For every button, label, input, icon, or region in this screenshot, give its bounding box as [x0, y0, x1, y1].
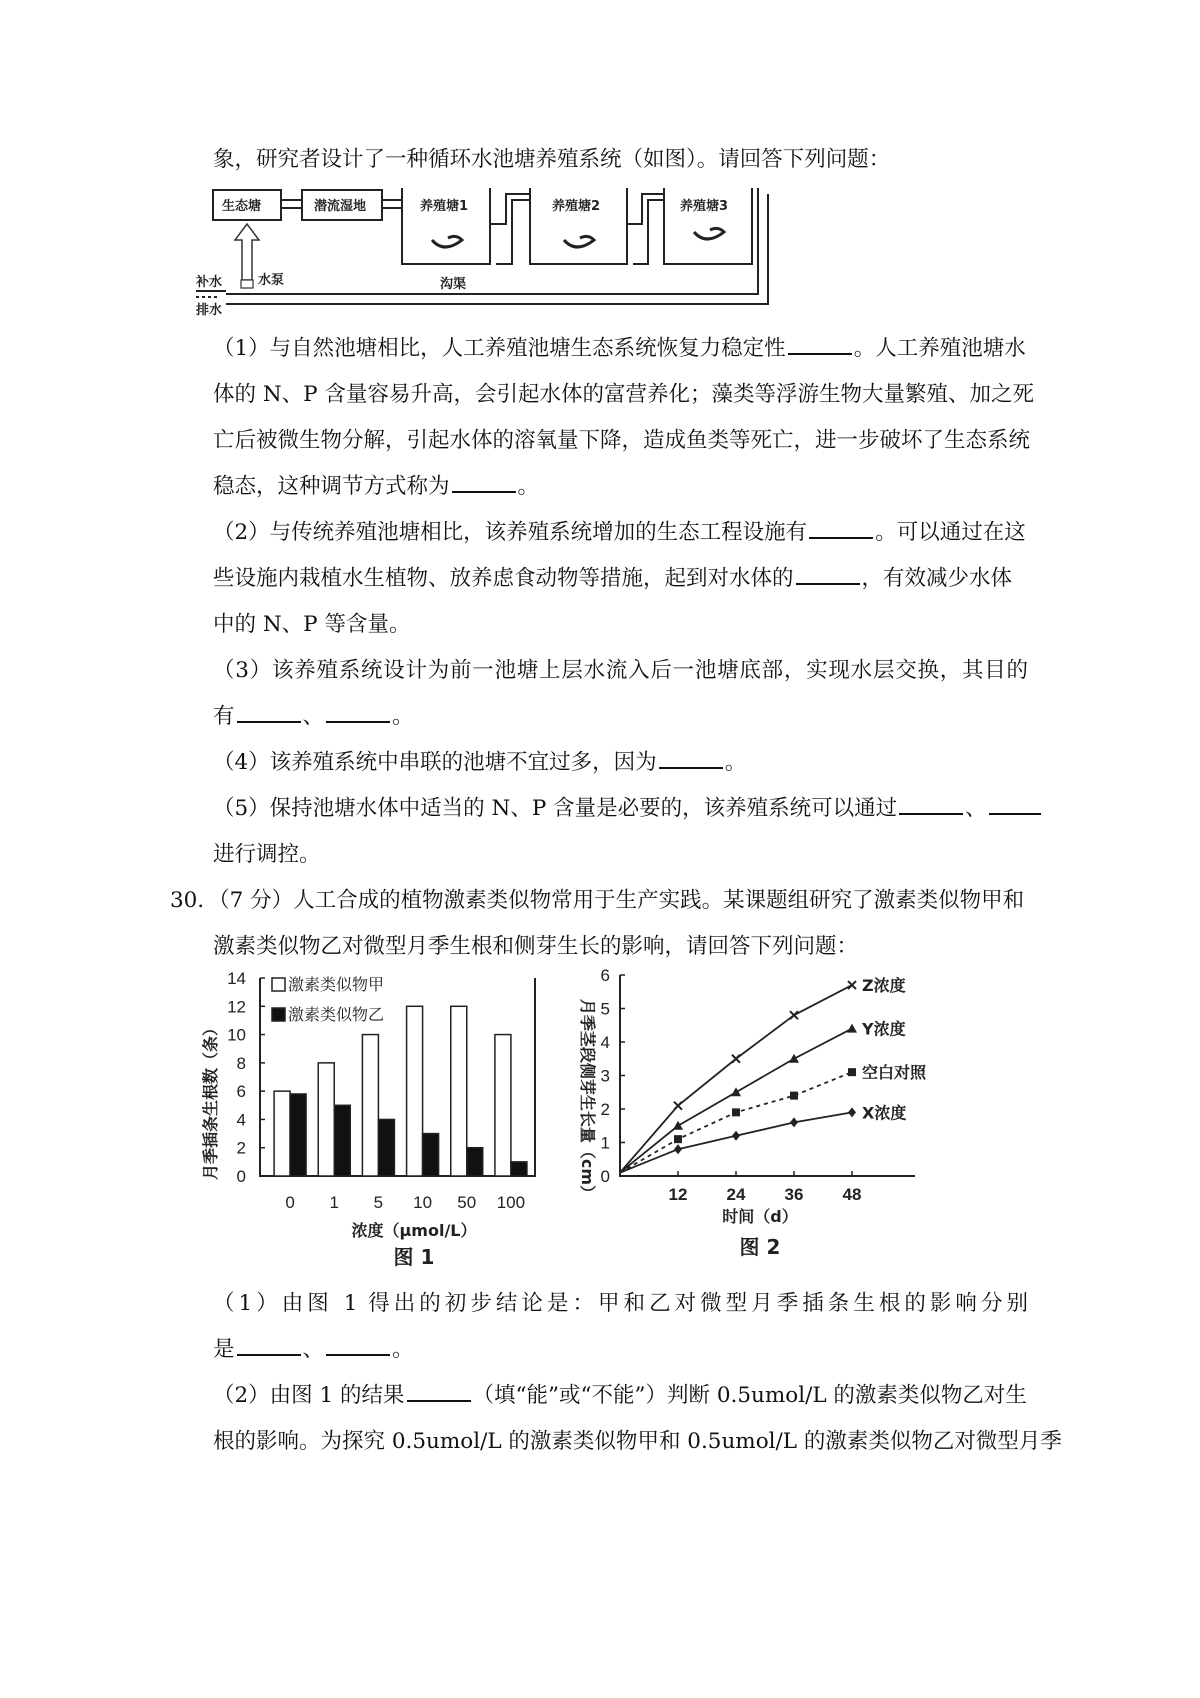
fig1-ytick-label: 10: [227, 1025, 246, 1045]
fig2-ytick-label: 6: [600, 966, 610, 985]
channel-label: 沟渠: [440, 277, 467, 292]
fig1-xtick-label: 0: [285, 1193, 295, 1212]
fig2-series-label: Y浓度: [862, 1019, 906, 1039]
pond3-label: 养殖塘3: [680, 199, 729, 214]
fig2-point: [674, 1102, 682, 1110]
fig1-bar: [362, 1035, 378, 1176]
fig2-xtick-label: 48: [842, 1185, 862, 1204]
fig1-bar: [378, 1119, 394, 1176]
fig2-point: [674, 1144, 682, 1154]
q29-part1-line2: 体的 N、P 含量容易升高，会引起水体的富营养化；藻类等浮游生物大量繁殖、加之死: [213, 382, 1034, 407]
fig2-point: [848, 1107, 856, 1117]
supply-label: 补水: [196, 275, 223, 290]
fig2-point: [673, 1121, 683, 1130]
fig2-point: [732, 1108, 740, 1116]
q29-part3-line1: （3）该养殖系统设计为前一池塘上层水流入后一池塘底部，实现水层交换，其目的: [213, 658, 1028, 683]
pond-system-diagram: [190, 184, 790, 324]
fig2-point: [732, 1131, 740, 1141]
fig1-ytick-label: 2: [236, 1138, 246, 1158]
fig2-ytick-label: 5: [600, 999, 610, 1019]
q29-part5-line2: 进行调控。: [213, 842, 321, 867]
fig2-ytick-label: 0: [600, 1167, 610, 1186]
fig1-bar: [334, 1105, 350, 1176]
fig1-xtick-label: 100: [496, 1193, 526, 1212]
fig1-bar: [451, 1006, 467, 1176]
eco-pond-label: 生态塘: [222, 199, 262, 214]
fig2-series-line: [620, 1112, 852, 1172]
fig2-series-label: 空白对照: [862, 1063, 927, 1083]
fig2-series-label: X浓度: [862, 1103, 907, 1123]
fig2-point: [847, 1024, 857, 1033]
fig1-ylabel: 月季插条生根数（条）: [201, 1019, 220, 1181]
fig1-bar: [318, 1063, 334, 1176]
fig2-series-line: [620, 1072, 852, 1173]
pump-label: 水泵: [258, 273, 285, 288]
fig2-series-line: [620, 1029, 852, 1173]
fig1-legend-swatch: [272, 978, 285, 991]
answer-blank[interactable]: [326, 703, 390, 723]
fig1-ytick-label: 14: [227, 969, 246, 988]
q30-part1-line1: （1）由图 1 得出的初步结论是：甲和乙对微型月季插条生根的影响分别: [213, 1291, 1028, 1316]
answer-blank[interactable]: [809, 519, 873, 539]
fig1-ytick-label: 12: [227, 997, 246, 1017]
fig1-legend-label: 激素类似物甲: [288, 975, 385, 994]
fig2-point: [790, 1117, 798, 1127]
answer-blank[interactable]: [659, 749, 723, 769]
pond1-label: 养殖塘1: [420, 199, 469, 214]
q29-part1-line1: （1）与自然池塘相比，人工养殖池塘生态系统恢复力稳定性 。人工养殖池塘水: [213, 336, 1026, 361]
fig1-legend-label: 激素类似物乙: [288, 1005, 385, 1024]
q29-part2-line2: 些设施内栽植水生植物、放养虑食动物等措施，起到对水体的 ，有效减少水体: [213, 566, 1013, 591]
answer-blank[interactable]: [326, 1336, 390, 1356]
q29-part5-line1: （5）保持池塘水体中适当的 N、P 含量是必要的，该养殖系统可以通过 、: [213, 795, 1043, 823]
q30-part2-line1: （2）由图 1 的结果 （填“能”或“不能”）判断 0.5umol/L 的激素类似物乙对生: [213, 1383, 1027, 1408]
fig2-ytick-label: 2: [600, 1100, 610, 1119]
answer-blank[interactable]: [452, 473, 516, 493]
q29-part1-line4: 稳态，这种调节方式称为 。: [213, 474, 540, 499]
answer-blank[interactable]: [407, 1382, 471, 1402]
q29-part1-line3: 亡后被微生物分解，引起水体的溶氧量下降，造成鱼类等死亡，进一步破坏了生态系统: [213, 428, 1031, 453]
pump-arrow: [235, 224, 259, 288]
answer-blank[interactable]: [899, 795, 963, 815]
fig2-point: [848, 981, 856, 989]
wetland-label: 潜流湿地: [314, 199, 367, 214]
q30-header-line1: 30．（7 分）人工合成的植物激素类似物常用于生产实践。某课题组研究了激素类似物甲和: [170, 888, 1025, 913]
fig1-ytick-label: 4: [236, 1110, 246, 1130]
fig1-bar: [290, 1094, 306, 1176]
fig2-xlabel: 时间（d）: [722, 1207, 798, 1226]
drain-label: 排水: [196, 303, 223, 318]
fig2-ytick-label: 4: [600, 1033, 610, 1052]
fig2-xtick-label: 12: [668, 1185, 688, 1204]
q29-part2-line3: 中的 N、P 等含量。: [213, 612, 411, 637]
q29-part3-line2: 有 、 。: [213, 704, 414, 729]
q30-part2-line2: 根的影响。为探究 0.5umol/L 的激素类似物甲和 0.5umol/L 的激素类似物乙对微型月季: [213, 1429, 1062, 1454]
fig1-xlabel: 浓度（μmol/L）: [351, 1221, 477, 1240]
fig1-bar: [467, 1148, 483, 1176]
fig1-legend-swatch: [272, 1008, 285, 1021]
answer-blank[interactable]: [237, 703, 301, 723]
fig2-point: [790, 1011, 798, 1019]
fig1-xtick-label: 5: [373, 1193, 384, 1212]
figure2-line-chart: [578, 960, 1020, 1290]
fig2-xtick-label: 36: [784, 1185, 804, 1204]
intro-text: 象，研究者设计了一种循环水池塘养殖系统（如图）。请回答下列问题：: [213, 147, 891, 172]
fig2-point: [731, 1087, 741, 1096]
fig1-bar: [423, 1134, 439, 1176]
fig1-xtick-label: 1: [329, 1193, 339, 1212]
fig2-ylabel: 月季茎段侧芽生长量（cm）: [578, 998, 597, 1202]
fig1-xtick-label: 50: [457, 1193, 477, 1212]
fig2-ytick-label: 1: [600, 1133, 610, 1153]
fig2-point: [732, 1055, 740, 1063]
fig2-series-label: Z浓度: [862, 976, 906, 996]
fig1-ytick-label: 8: [236, 1053, 246, 1073]
fish-icon: [432, 228, 724, 247]
fig2-point: [674, 1135, 682, 1143]
answer-blank[interactable]: [796, 565, 860, 585]
fig1-caption: 图 1: [393, 1245, 435, 1269]
fig2-xtick-label: 24: [726, 1185, 746, 1204]
fig2-point: [789, 1054, 799, 1063]
fig2-ytick-label: 3: [600, 1066, 610, 1086]
fig1-bar: [511, 1162, 527, 1176]
q29-part4: （4）该养殖系统中串联的池塘不宜过多，因为 。: [213, 750, 747, 775]
fig2-point: [790, 1092, 798, 1100]
answer-blank[interactable]: [237, 1336, 301, 1356]
answer-blank[interactable]: [788, 335, 852, 355]
fig1-xtick-label: 10: [413, 1193, 433, 1212]
fig1-bar: [495, 1035, 511, 1176]
fig2-point: [848, 1068, 856, 1076]
answer-blank[interactable]: [989, 795, 1041, 815]
q30-header-line2: 激素类似物乙对微型月季生根和侧芽生长的影响，请回答下列问题：: [213, 934, 859, 959]
q30-part1-line2: 是 、 。: [213, 1337, 414, 1362]
pond2-label: 养殖塘2: [552, 199, 601, 214]
figure1-bar-chart: [190, 960, 610, 1290]
fig2-caption: 图 2: [739, 1235, 781, 1259]
fig1-ytick-label: 6: [236, 1082, 246, 1102]
fig1-bar: [407, 1006, 423, 1176]
fig1-bar: [274, 1091, 290, 1176]
q29-part2-line1: （2）与传统养殖池塘相比，该养殖系统增加的生态工程设施有 。可以通过在这: [213, 520, 1026, 545]
fig1-ytick-label: 0: [236, 1167, 246, 1186]
